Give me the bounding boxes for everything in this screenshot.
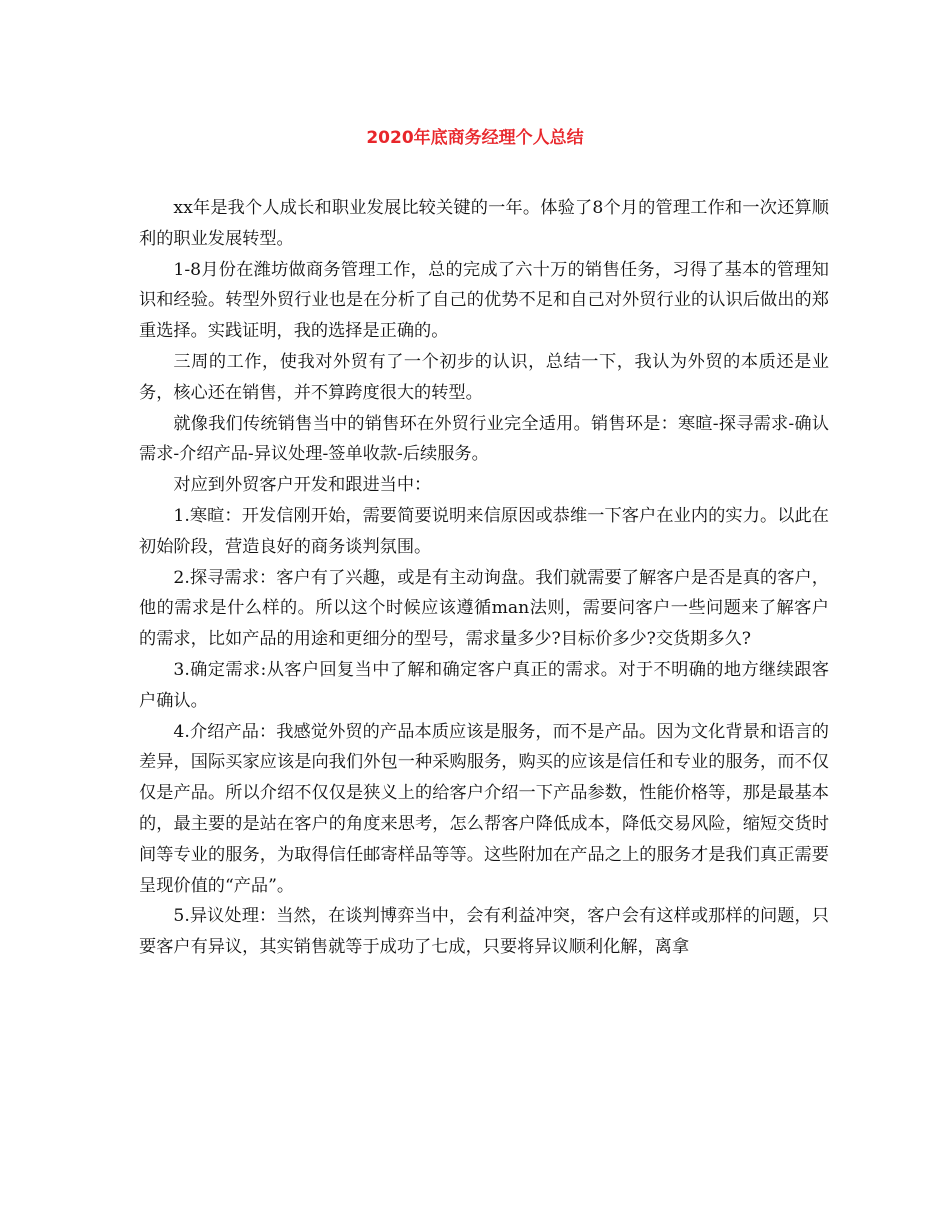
paragraph: 2.探寻需求：客户有了兴趣，或是有主动询盘。我们就需要了解客户是否是真的客户，他的需求是什么样的。所以这个时候应该遵循man法则，需要问客户一些问题来了解客户的需求，比如产品的用途和更细分的型号，需求量多少?目标价多少?交货期多久? <box>139 567 829 650</box>
paragraph: 就像我们传统销售当中的销售环在外贸行业完全适用。销售环是：寒暄-探寻需求-确认需求-介绍产品-异议处理-签单收款-后续服务。 <box>139 413 829 465</box>
paragraph: 对应到外贸客户开发和跟进当中： <box>173 475 432 496</box>
paragraph: 4.介绍产品：我感觉外贸的产品本质应该是服务，而不是产品。因为文化背景和语言的差异，国际买家应该是向我们外包一种采购服务，购买的应该是信任和专业的服务，而不仅仅是产品。所以介绍不仅仅是狭义上的给客户介绍一下产品参数，性能价格等，那是最基本的，最主要的是站在客户的角度来思考，怎么帮客户降低成本，降低交易风险，缩短交货时间等专业的服务，为取得信任邮寄样品等等。这些附加在产品之上的服务才是我们真正需要呈现价值的“产品”。 <box>139 721 829 896</box>
document-body <box>139 193 829 963</box>
paragraph: 1.寒暄：开发信刚开始，需要简要说明来信原因或恭维一下客户在业内的实力。以此在初始阶段，营造良好的商务谈判氛围。 <box>139 505 829 557</box>
paragraph: 三周的工作，使我对外贸有了一个初步的认识，总结一下，我认为外贸的本质还是业务，核心还在销售，并不算跨度很大的转型。 <box>139 351 829 403</box>
paragraph: 3.确定需求:从客户回复当中了解和确定客户真正的需求。对于不明确的地方继续跟客户确认。 <box>139 659 829 711</box>
document-title: 2020年底商务经理个人总结 <box>366 128 584 148</box>
paragraph: 5.异议处理：当然，在谈判博弈当中，会有利益冲突，客户会有这样或那样的问题，只要客户有异议，其实销售就等于成功了七成，只要将异议顺利化解，离拿 <box>139 906 829 958</box>
paragraph: 1-8月份在潍坊做商务管理工作，总的完成了六十万的销售任务，习得了基本的管理知识和经验。转型外贸行业也是在分析了自己的优势不足和自己对外贸行业的认识后做出的郑重选择。实践证明，我的选择是正确的。 <box>139 259 829 342</box>
paragraph: xx年是我个人成长和职业发展比较关键的一年。体验了8个月的管理工作和一次还算顺利的职业发展转型。 <box>139 198 829 249</box>
